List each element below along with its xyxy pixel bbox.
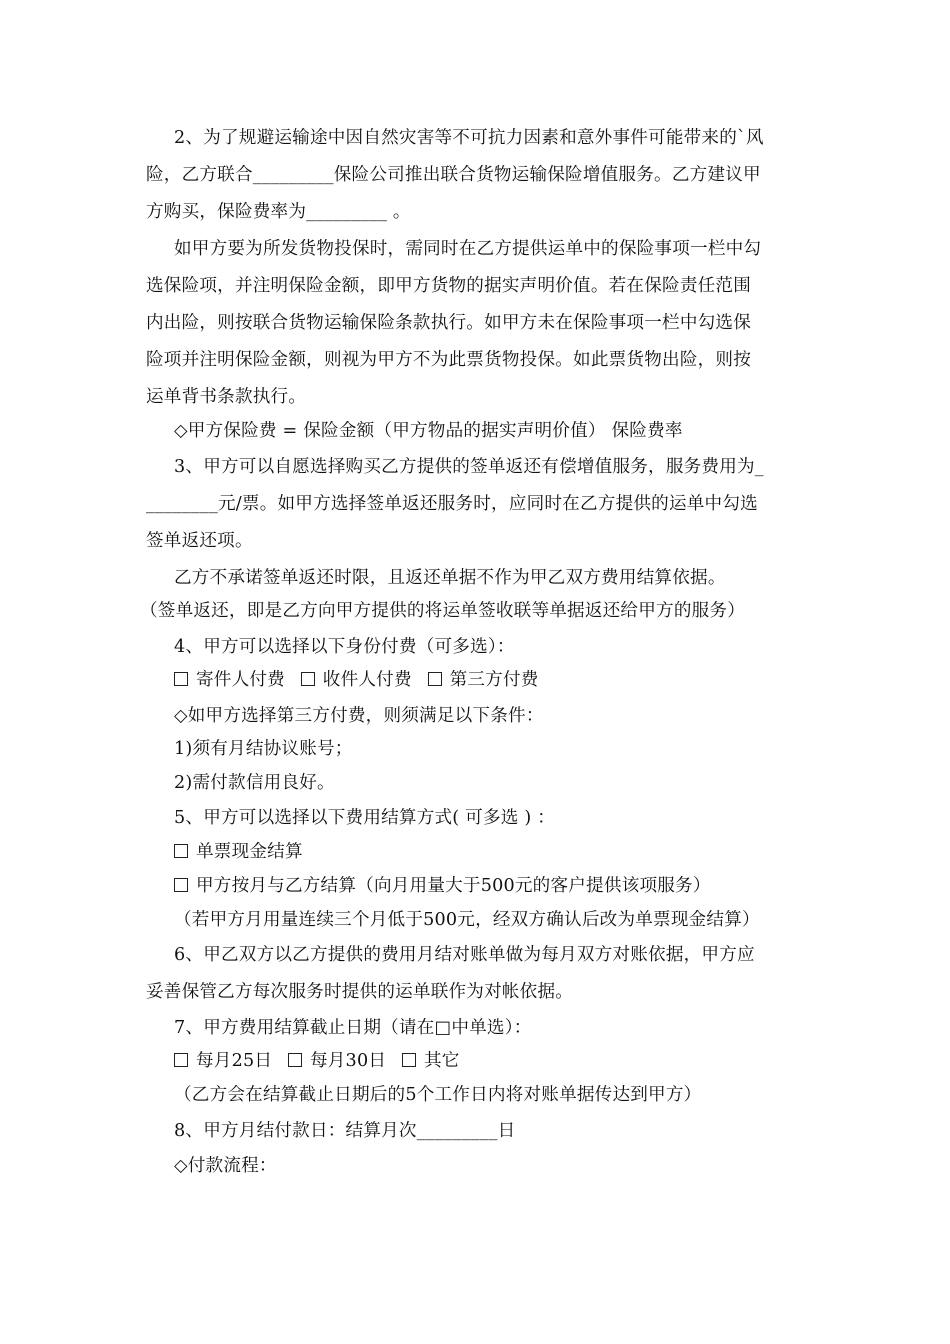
checkbox-icon[interactable] [174,878,188,892]
checkbox-icon[interactable] [174,1053,188,1067]
payer-option-sender-label: 寄件人付费 [196,670,285,690]
cutoff-options-row [174,1049,834,1073]
return-definition-note: （签单返还，即是乙方向甲方提供的将运单签收联等单据返还给甲方的服务） [140,601,745,621]
checkbox-icon[interactable] [174,672,188,686]
checkbox-icon[interactable] [402,1053,416,1067]
third-party-conditions: ◇如甲方选择第三方付费，则须满足以下条件： [174,706,544,726]
payer-option-receiver[interactable] [301,670,412,690]
payment-process-heading: ◇付款流程： [174,1156,277,1176]
checkbox-icon[interactable] [301,672,315,686]
cutoff-option-30[interactable] [288,1051,386,1071]
settlement-option-cash[interactable] [174,840,834,864]
cutoff-option-30-label: 每月30日 [309,1051,387,1071]
insurance-para-line-2: 选保险项，并注明保险金额，即甲方货物的据实声明价值。若在保险责任范围 [146,276,751,296]
payer-option-receiver-label: 收件人付费 [322,670,412,690]
clause-8-heading: 8、甲方月结付款日：结算月次_________日 [174,1121,516,1141]
insurance-para-line-4: 险项并注明保险金额，则视为甲方不为此票货物投保。如此票货物出险，则按 [146,350,751,370]
return-time-note: 乙方不承诺签单返还时限，且返还单据不作为甲乙双方费用结算依据。 [174,568,726,588]
payer-options-row [174,668,834,692]
clause-2-line-1: 2、为了规避运输途中因自然灾害等不可抗力因素和意外事件可能带来的`风 [174,128,764,148]
statement-delivery-note: （乙方会在结算截止日期后的5个工作日内将对账单据传达到甲方） [174,1085,702,1105]
settlement-option-monthly-label: 甲方按月与乙方结算（向月用量大于500元的客户提供该项服务） [196,876,711,896]
clause-3-line-2: ________元/票。如甲方选择签单返还服务时，应同时在乙方提供的运单中勾选 [146,494,758,514]
clause-7-heading: 7、甲方费用结算截止日期（请在□中单选）： [174,1018,532,1038]
clause-2-line-3: 方购买，保险费率为_________ 。 [146,202,411,222]
cutoff-option-other-label: 其它 [423,1051,460,1071]
checkbox-icon[interactable] [428,672,442,686]
clause-2-line-2: 险，乙方联合_________保险公司推出联合货物运输保险增值服务。乙方建议甲 [146,165,761,185]
condition-2: 2)需付款信用良好。 [174,773,335,793]
cutoff-option-25[interactable] [174,1051,272,1071]
payer-option-sender[interactable] [174,670,285,690]
checkbox-icon[interactable] [288,1053,302,1067]
clause-3-line-3: 签单返还项。 [146,531,253,551]
payer-option-third-party[interactable] [428,670,539,690]
insurance-para-line-3: 内出险，则按联合货物运输保险条款执行。如甲方未在保险事项一栏中勾选保 [146,313,751,333]
clause-5-heading: 5、甲方可以选择以下费用结算方式( 可多选 ) ： [174,808,555,828]
payer-option-third-party-label: 第三方付费 [449,670,539,690]
settlement-option-monthly[interactable] [174,874,834,898]
clause-3-line-1: 3、甲方可以自愿选择购买乙方提供的签单返还有偿增值服务，服务费用为_ [174,457,764,477]
premium-formula: ◇甲方保险费 = 保险金额（甲方物品的据实声明价值） 保险费率 [174,421,683,441]
checkbox-icon[interactable] [174,844,188,858]
monthly-usage-note: （若甲方月用量连续三个月低于500元，经双方确认后改为单票现金结算） [174,910,760,930]
insurance-para-line-5: 运单背书条款执行。 [146,387,307,407]
insurance-para-line-1: 如甲方要为所发货物投保时，需同时在乙方提供运单中的保险事项一栏中勾 [174,239,762,259]
cutoff-option-25-label: 每月25日 [196,1051,273,1071]
clause-4-heading: 4、甲方可以选择以下身份付费（可多选）： [174,637,515,657]
clause-6-line-1: 6、甲乙双方以乙方提供的费用月结对账单做为每月双方对账依据，甲方应 [174,945,755,965]
clause-6-line-2: 妥善保管乙方每次服务时提供的运单联作为对帐依据。 [146,982,574,1002]
condition-1: 1)须有月结协议账号； [174,739,353,759]
settlement-option-cash-label: 单票现金结算 [196,842,303,862]
cutoff-option-other[interactable] [402,1051,460,1071]
